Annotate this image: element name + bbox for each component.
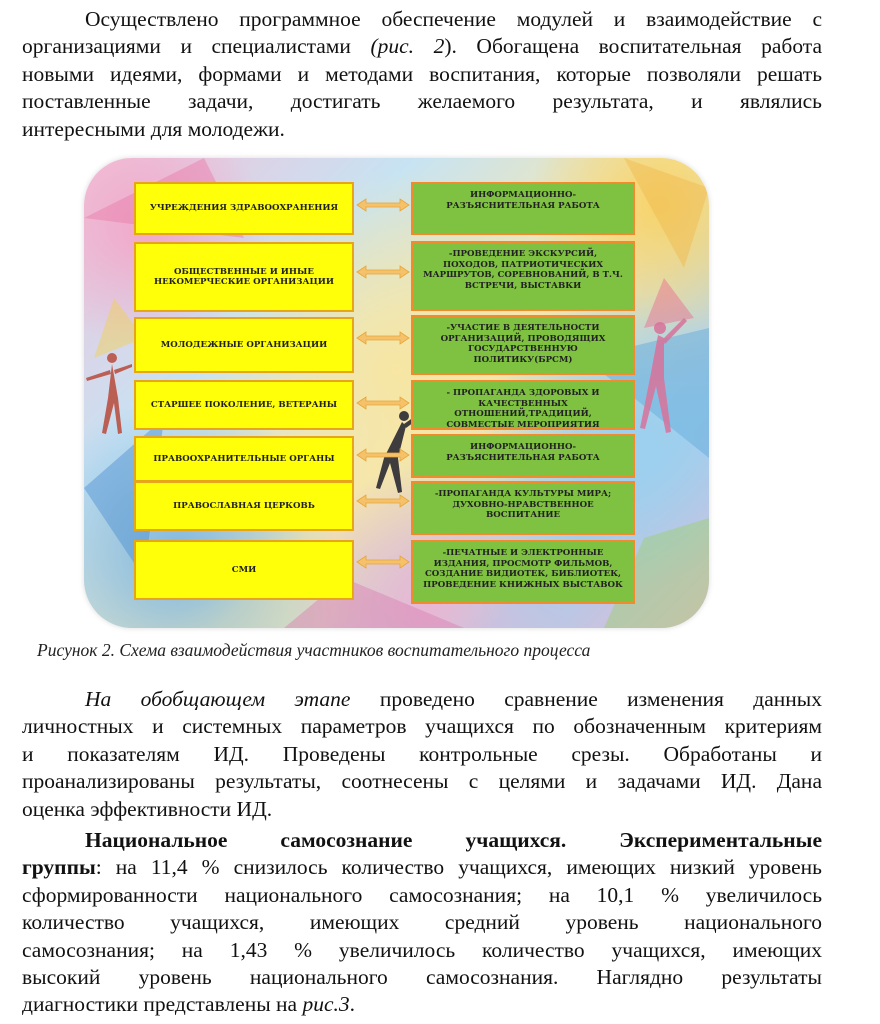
figure-reference: рис.3: [302, 992, 350, 1017]
paragraph-line: личностных и системных параметров учащихся по обозначенным критериям: [22, 714, 822, 739]
paragraph-line: количество учащихся, имеющих средний уровень национального: [22, 910, 822, 935]
arrows: [357, 199, 409, 568]
intro-paragraph: [22, 6, 822, 143]
intro-line: Осуществлено программное обеспечение модулей и взаимодействие с: [85, 7, 822, 31]
figure-reference: (рис. 2: [370, 34, 445, 59]
dancer-left-image: [86, 353, 132, 434]
arrow: [357, 556, 409, 568]
intro-line: интересными для молодежи.: [22, 116, 285, 141]
activity-box-2: -ПРОВЕДЕНИЕ ЭКСКУРСИЙ, ПОХОДОВ, ПАТРИОТИЧЕСКИХ МАРШРУТОВ, СОРЕВНОВАНИЙ, В Т.Ч. ВСТРЕЧИ, ВЫСТАВКИ: [411, 241, 635, 311]
paragraph-line: сформированности национального самосознания; на 10,1 % увеличилось: [22, 882, 822, 907]
arrow: [357, 332, 409, 344]
activity-box-4: - ПРОПАГАНДА ЗДОРОВЫХ И КАЧЕСТВЕННЫХ ОТНОШЕНИЙ,ТРАДИЦИЙ, СОВМЕСТЫЕ МЕРОПРИЯТИЯ: [411, 380, 635, 430]
national-awareness-paragraph: [22, 827, 822, 1019]
arrow: [357, 266, 409, 278]
generalizing-stage-paragraph: [22, 686, 822, 823]
activity-box-5: ИНФОРМАЦИОННО-РАЗЪЯСНИТЕЛЬНАЯ РАБОТА: [411, 434, 635, 478]
org-box-media: СМИ: [134, 540, 354, 600]
activity-box-1: ИНФОРМАЦИОННО-РАЗЪЯСНИТЕЛЬНАЯ РАБОТА: [411, 182, 635, 235]
figure-caption: Рисунок 2. Схема взаимодействия участников воспитательного процесса: [37, 640, 591, 660]
arrow: [357, 449, 409, 461]
paragraph-line: оценка эффективности ИД.: [22, 796, 273, 821]
activity-box-7: -ПЕЧАТНЫЕ И ЭЛЕКТРОННЫЕ ИЗДАНИЯ, ПРОСМОТР ФИЛЬМОВ, СОЗДАНИЕ ВИДИОТЕК, БИБЛИОТЕК, ПРОВЕДЕНИЕ КНИЖНЫХ ВЫСТАВОК: [411, 540, 635, 604]
paragraph-line: группы: на 11,4 % снизилось количество учащихся, имеющих низкий уровень: [22, 855, 822, 880]
org-box-youth-organizations: МОЛОДЕЖНЫЕ ОРГАНИЗАЦИИ: [134, 317, 354, 373]
org-box-elderly-veterans: СТАРШЕЕ ПОКОЛЕНИЕ, ВЕТЕРАНЫ: [134, 380, 354, 430]
org-box-law-enforcement: ПРАВООХРАНИТЕЛЬНЫЕ ОРГАНЫ: [134, 436, 354, 482]
paragraph-line: и показателям ИД. Проведены контрольные срезы. Обработаны и: [22, 741, 822, 766]
intro-line: организациями и специалистами (рис. 2). Обогащена воспитательная работа: [22, 34, 823, 59]
paragraph-line: самосознания; на 1,43 % увеличилось количество учащихся, имеющих: [22, 937, 822, 962]
org-box-healthcare: УЧРЕЖДЕНИЯ ЗДРАВООХРАНЕНИЯ: [134, 182, 354, 235]
intro-line: поставленные задачи, достигать желаемого результата, и являлись: [22, 89, 822, 114]
interaction-diagram: [84, 158, 709, 628]
arrow: [357, 397, 409, 409]
paragraph-line: высокий уровень национального самосознания. Наглядно результаты: [22, 964, 822, 989]
org-box-public-organizations: ОБЩЕСТВЕННЫЕ И ИНЫЕ НЕКОМЕРЧЕСКИЕ ОРГАНИЗАЦИИ: [134, 242, 354, 312]
paragraph-line: На обобщающем этапе проведено сравнение изменения данных: [85, 687, 822, 711]
paragraph-line: диагностики представлены на рис.3.: [22, 992, 356, 1017]
activity-box-6: -ПРОПАГАНДА КУЛЬТУРЫ МИРА; ДУХОВНО-НРАВСТВЕННОЕ ВОСПИТАНИЕ: [411, 481, 635, 535]
activity-box-3: -УЧАСТИЕ В ДЕЯТЕЛЬНОСТИ ОРГАНИЗАЦИЙ, ПРОВОДЯЩИХ ГОСУДАРСТВЕННУЮ ПОЛИТИКУ(БРСМ): [411, 315, 635, 375]
intro-line: новыми идеями, формами и методами воспитания, которые позволяли решать: [22, 61, 822, 86]
paragraph-heading-line: Национальное самосознание учащихся. Экспериментальные: [85, 828, 822, 852]
arrow: [357, 199, 409, 211]
arrow: [357, 495, 409, 507]
paragraph-line: проанализированы результаты, соотнесены с целями и задачами ИД. Дана: [22, 769, 822, 794]
org-box-orthodox-church: ПРАВОСЛАВНАЯ ЦЕРКОВЬ: [134, 481, 354, 531]
